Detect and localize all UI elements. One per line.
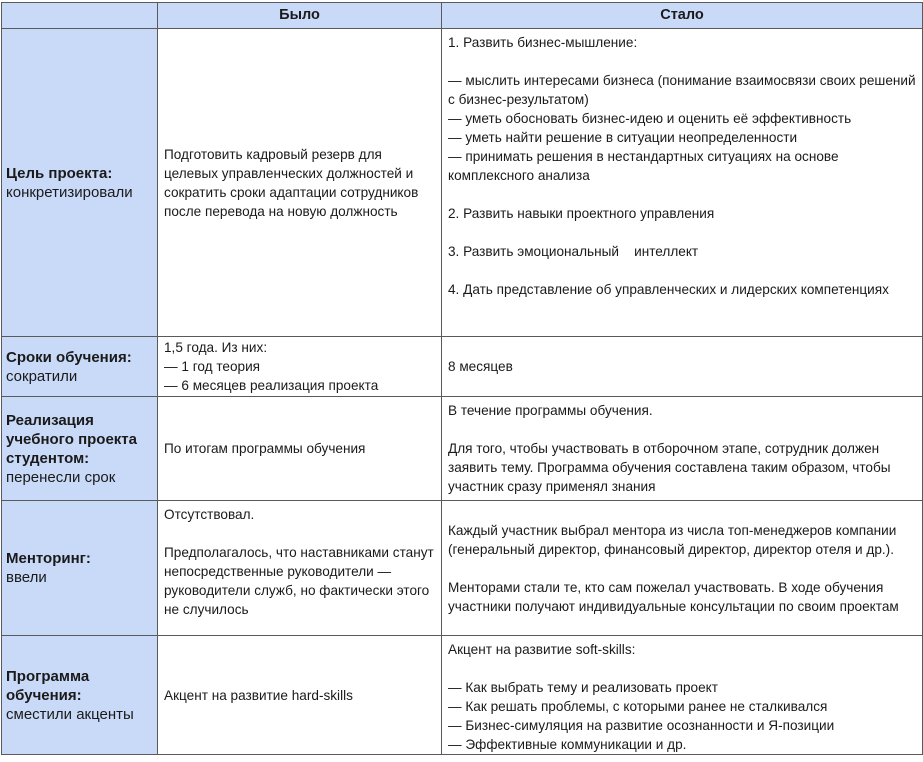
cell-after <box>442 29 923 337</box>
row-label <box>2 636 158 755</box>
cell-text: 4. Дать представление об управленческих и лидерских компетенциях <box>448 282 889 297</box>
cell-text: — Бизнес-симуляция на развитие осознанности и Я-позиции <box>448 718 835 733</box>
cell-text: — 1 год теория <box>164 359 261 374</box>
cell-after <box>442 636 923 755</box>
cell-text: Отсутствовал. <box>164 507 255 522</box>
header-after: Стало <box>442 3 923 29</box>
comparison-table <box>1 2 923 755</box>
cell-text: В течение программы обучения. <box>448 403 653 418</box>
row-title: Цель проекта: <box>6 164 113 182</box>
row-title: Сроки обучения: <box>6 348 132 366</box>
row-subtitle: сократили <box>6 367 78 385</box>
table-row <box>2 501 923 636</box>
cell-before <box>158 397 442 501</box>
table-row <box>2 29 923 337</box>
table-row <box>2 397 923 501</box>
row-subtitle: сместили акценты <box>6 705 134 723</box>
cell-before <box>158 501 442 636</box>
cell-text: — уметь найти решение в ситуации неопределенности <box>448 130 798 145</box>
row-title: Реализация учебного проекта студентом: <box>6 411 137 467</box>
cell-text: 1,5 года. Из них: <box>164 340 268 355</box>
table-row <box>2 636 923 755</box>
cell-before <box>158 29 442 337</box>
header-corner <box>2 3 158 29</box>
cell-after <box>442 397 923 501</box>
cell-before <box>158 337 442 397</box>
row-title: Программа обучения: <box>6 667 90 704</box>
cell-text: — уметь обосновать бизнес-идею и оценить её эффективность <box>448 111 852 126</box>
cell-text: 2. Развить навыки проектного управления <box>448 206 715 221</box>
row-label <box>2 29 158 337</box>
row-label <box>2 337 158 397</box>
row-title: Менторинг: <box>6 550 91 567</box>
table-row <box>2 337 923 397</box>
header-before: Было <box>158 3 442 29</box>
cell-text: Менторами стали те, кто сам пожелал участвовать. В ходе обучения участники получают индивидуальные консультации по своим проектам <box>448 579 899 614</box>
cell-text: Акцент на развитие hard-skills <box>164 687 353 703</box>
cell-text: — мыслить интересами бизнеса (понимание взаимосвязи своих решений с бизнес-результатом) <box>448 73 916 107</box>
cell-text: — Как решать проблемы, с которыми ранее не сталкивался <box>448 699 828 714</box>
row-label <box>2 397 158 501</box>
cell-text: 3. Развить эмоциональный интеллект <box>448 244 699 259</box>
cell-text: — Эффективные коммуникации и др. <box>448 737 687 752</box>
row-subtitle: перенесли срок <box>6 468 116 486</box>
cell-text: Предполагалось, что наставниками станут непосредственные руководители — руководители служб, но фактически этого не случилось <box>164 545 434 617</box>
cell-text: — 6 месяцев реализация проекта <box>164 378 379 393</box>
cell-text: 1. Развить бизнес-мышление: <box>448 35 638 50</box>
cell-before <box>158 636 442 755</box>
cell-text: Подготовить кадровый резерв для целевых управленческих должностей и сократить сроки адаптации сотрудников после перевода на новую должность <box>164 146 419 219</box>
row-subtitle: конкретизировали <box>6 183 133 201</box>
cell-text: Акцент на развитие soft-skills: <box>448 642 636 657</box>
row-label <box>2 501 158 636</box>
cell-text: По итогам программы обучения <box>164 441 366 456</box>
cell-after <box>442 501 923 636</box>
cell-text: 8 месяцев <box>448 359 513 374</box>
cell-text: — принимать решения в нестандартных ситуациях на основе комплексного анализа <box>448 149 839 183</box>
row-subtitle: ввели <box>6 569 47 586</box>
cell-text: Каждый участник выбрал ментора из числа топ-менеджеров компании (генеральный директор, финансовый директор, директор отеля и др.). <box>448 522 897 557</box>
header-row <box>2 3 923 29</box>
cell-text: Для того, чтобы участвовать в отборочном этапе, сотрудник должен заявить тему. Программа обучения составлена таким образом, чтобы участник сразу применял знания <box>448 441 891 494</box>
cell-text: — Как выбрать тему и реализовать проект <box>448 680 718 695</box>
cell-after <box>442 337 923 397</box>
